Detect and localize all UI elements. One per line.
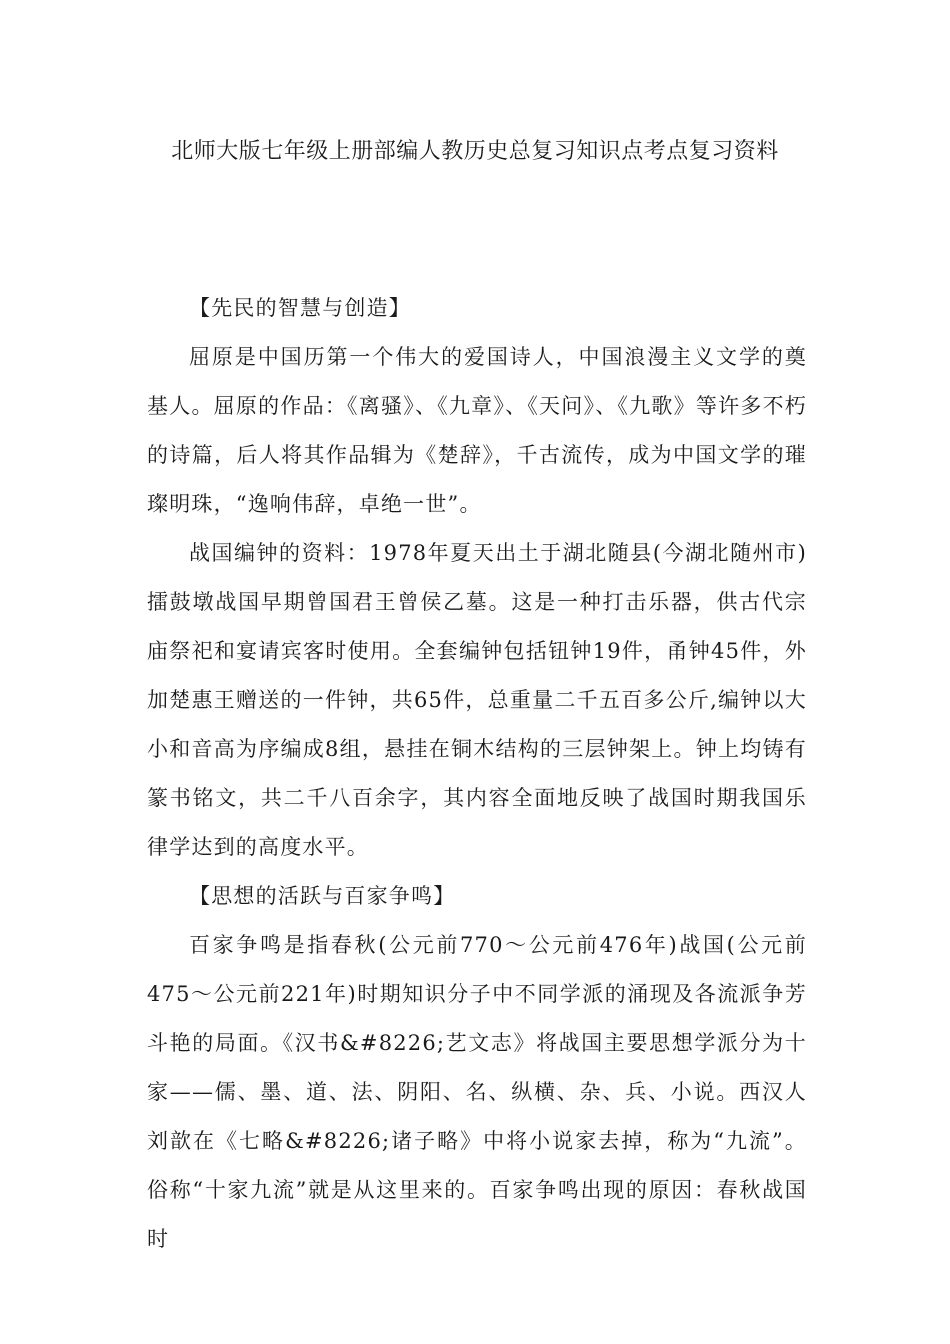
paragraph-hundred-schools: 百家争鸣是指春秋(公元前770～公元前476年)战国(公元前475～公元前221年)时期知识分子中不同学派的涌现及各流派争芳斗艳的局面。《汉书&#8226;艺文志》将战国主要思想学派分为十家——儒、墨、道、法、阴阳、名、纵横、杂、兵、小说。西汉人刘歆在《七略&#8226;诸子略》中将小说家去掉，称为“九流”。俗称“十家九流”就是从这里来的。百家争鸣出现的原因：春秋战国时 <box>147 933 807 1251</box>
document-title: 北师大版七年级上册部编人教历史总复习知识点考点复习资料 <box>171 139 779 164</box>
section-heading-ancestors-wisdom: 【先民的智慧与创造】 <box>189 296 411 320</box>
section-heading-hundred-schools: 【思想的活跃与百家争鸣】 <box>189 884 456 908</box>
document-body <box>147 284 807 1264</box>
paragraph-chime-bells: 战国编钟的资料：1978年夏天出土于湖北随县(今湖北随州市)擂鼓墩战国早期曾国君王曾侯乙墓。这是一种打击乐器，供古代宗庙祭祀和宴请宾客时使用。全套编钟包括钮钟19件，甬钟45件，外加楚惠王赠送的一件钟，共65件，总重量二千五百多公斤,编钟以大小和音高为序编成8组，悬挂在铜木结构的三层钟架上。钟上均铸有篆书铭文，共二千八百余字，其内容全面地反映了战国时期我国乐律学达到的高度水平。 <box>147 541 807 859</box>
paragraph-qu-yuan: 屈原是中国历第一个伟大的爱国诗人，中国浪漫主义文学的奠基人。屈原的作品：《离骚》、《九章》、《天问》、《九歌》等许多不朽的诗篇，后人将其作品辑为《楚辞》，千古流传，成为中国文学的璀璨明珠，“逸响伟辞，卓绝一世”。 <box>147 345 807 516</box>
